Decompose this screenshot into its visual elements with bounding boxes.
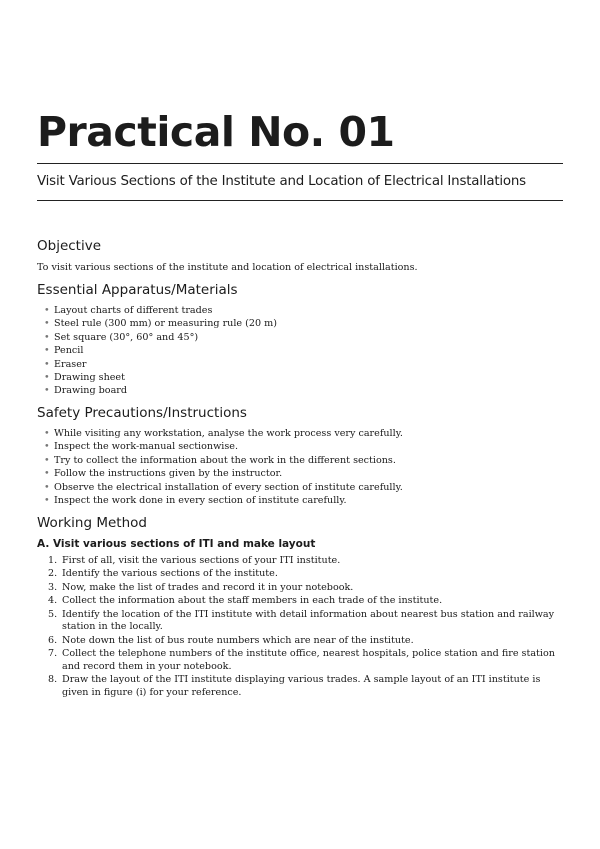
list-item-text: Inspect the work-manual sectionwise.: [54, 441, 239, 453]
step-number: 2.: [48, 568, 58, 580]
bullet-icon: •: [44, 358, 50, 370]
step-number: 7.: [48, 648, 58, 660]
list-item-text: Eraser: [54, 358, 87, 370]
list-item: [44, 331, 277, 344]
safety-list: [44, 427, 403, 507]
list-item: [48, 555, 564, 568]
title-rule-bottom: [37, 200, 563, 201]
list-item-text: Steel rule (300 mm) or measuring rule (20 m): [54, 318, 277, 330]
list-item: [44, 440, 403, 453]
step-text: Identify the various sections of the institute.: [62, 568, 278, 580]
list-item: [48, 635, 564, 648]
list-item: [48, 609, 564, 635]
method-steps: [48, 555, 564, 701]
list-item: [44, 427, 403, 440]
bullet-icon: •: [44, 331, 50, 343]
list-item-text: Observe the electrical installation of every section of institute carefully.: [54, 481, 403, 493]
list-item: [48, 595, 564, 608]
list-item: [48, 582, 564, 595]
apparatus-heading: Essential Apparatus/Materials: [37, 282, 238, 298]
objective-text: To visit various sections of the institute and location of electrical installations.: [37, 262, 418, 273]
bullet-icon: •: [44, 372, 50, 384]
list-item-text: Pencil: [54, 345, 84, 357]
step-number: 6.: [48, 634, 58, 646]
list-item-text: Drawing sheet: [54, 372, 125, 384]
list-item: [48, 568, 564, 581]
bullet-icon: •: [44, 468, 50, 480]
page-subtitle: Visit Various Sections of the Institute and Location of Electrical Installations: [37, 174, 526, 189]
list-item-text: Inspect the work done in every section of institute carefully.: [54, 495, 347, 507]
page-title: Practical No. 01: [37, 108, 395, 156]
list-item-text: Follow the instructions given by the instructor.: [54, 468, 283, 480]
step-text: Now, make the list of trades and record it in your notebook.: [62, 581, 354, 593]
step-number: 8.: [48, 674, 58, 686]
step-number: 1.: [48, 555, 58, 566]
list-item: [44, 494, 403, 507]
title-rule-top: [37, 163, 563, 164]
list-item: [48, 674, 564, 700]
list-item-text: Set square (30°, 60° and 45°): [54, 331, 199, 343]
bullet-icon: •: [44, 441, 50, 453]
step-number: 5.: [48, 608, 58, 620]
list-item: [44, 371, 277, 384]
step-number: 4.: [48, 595, 58, 607]
bullet-icon: •: [44, 495, 50, 507]
list-item-text: While visiting any workstation, analyse the work process very carefully.: [54, 428, 403, 439]
list-item: [44, 317, 277, 330]
list-item-text: Drawing board: [54, 385, 128, 397]
apparatus-list: [44, 304, 277, 398]
list-item: [48, 648, 564, 674]
objective-heading: Objective: [37, 238, 102, 254]
step-text: Collect the information about the staff members in each trade of the institute.: [62, 595, 443, 607]
step-text: First of all, visit the various sections of your ITI institute.: [62, 555, 341, 566]
list-item: [44, 358, 277, 371]
bullet-icon: •: [44, 454, 50, 466]
step-text: Collect the telephone numbers of the institute office, nearest hospitals, police station and fire station and record them in your notebook.: [62, 648, 555, 672]
bullet-icon: •: [44, 481, 50, 493]
list-item: [44, 304, 277, 317]
list-item-text: Try to collect the information about the work in the different sections.: [54, 454, 396, 466]
step-number: 3.: [48, 581, 58, 593]
list-item: [44, 481, 403, 494]
list-item: [44, 467, 403, 480]
safety-heading: Safety Precautions/Instructions: [37, 405, 247, 421]
list-item-text: Layout charts of different trades: [54, 305, 213, 316]
list-item: [44, 384, 277, 397]
bullet-icon: •: [44, 345, 50, 357]
bullet-icon: •: [44, 385, 50, 397]
bullet-icon: •: [44, 428, 50, 439]
step-text: Identify the location of the ITI institute with detail information about nearest bus station and railway station in the locally.: [62, 608, 555, 633]
list-item: [44, 344, 277, 357]
step-text: Draw the layout of the ITI institute displaying various trades. A sample layout of an ITI institute is given in figure (i) for your reference.: [62, 674, 541, 699]
bullet-icon: •: [44, 305, 50, 316]
method-heading: Working Method: [37, 515, 147, 531]
list-item: [44, 454, 403, 467]
step-text: Note down the list of bus route numbers which are near of the institute.: [62, 634, 414, 646]
method-subheading: A. Visit various sections of ITI and make layout: [37, 538, 316, 550]
bullet-icon: •: [44, 318, 50, 330]
